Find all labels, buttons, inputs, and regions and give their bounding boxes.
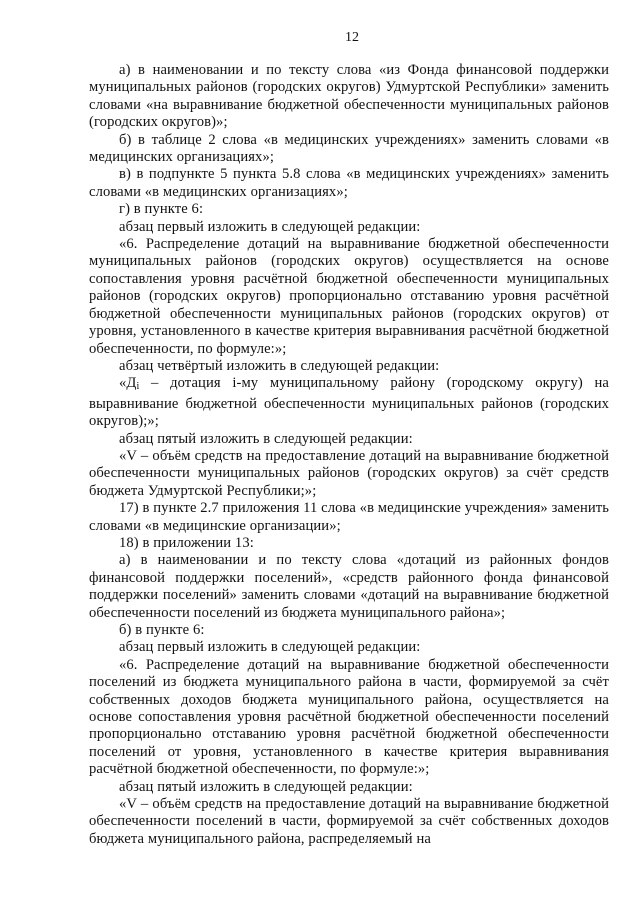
paragraph: 18) в приложении 13: — [119, 534, 254, 551]
paragraph: абзац первый изложить в следующей редакции: — [119, 218, 421, 235]
paragraph: «V – объём средств на предоставление дотаций на выравнивание бюджетной обеспеченности поселений в части, формируемой за счёт собственных доходов бюджета муниципального района, распределяемый на — [89, 796, 609, 847]
paragraph: абзац пятый изложить в следующей редакции: — [119, 778, 413, 795]
paragraph: «6. Распределение дотаций на выравнивание бюджетной обеспеченности поселений из бюджета муниципального района в части, формируемой за счёт собственных доходов бюджета муниципального района, осуществляется на основе сопоставления уровня расчётной бюджетной обеспеченности поселений пропорционально отставанию уровня расчётной бюджетной обеспеченности поселений от уровня, установленного в качестве критерия выравнивания расчётной бюджетной обеспеченности, по формуле:»; — [89, 656, 609, 778]
paragraph: 17) в пункте 2.7 приложения 11 слова «в медицинские учреждения» заменить словами «в медицинские организации»; — [89, 500, 609, 534]
formula-definition-text: – дотация i-му муниципальному району (городскому округу) на выравнивание бюджетной обеспеченности муниципальных районов (городских округов);»; — [89, 375, 609, 430]
paragraph: а) в наименовании и по тексту слова «из Фонда финансовой поддержки муниципальных районов (городских округов) Удмуртской Республики» заменить словами «на выравнивание бюджетной обеспеченности муниципальных районов (городских округов)»; — [89, 62, 609, 131]
page-number: 12 — [345, 30, 359, 45]
paragraph: г) в пункте 6: — [119, 201, 204, 218]
paragraph: «V – объём средств на предоставление дотаций на выравнивание бюджетной обеспеченности муниципальных районов (городских округов) за счёт средств бюджета Удмуртской Республики;»; — [89, 447, 609, 499]
paragraph: «6. Распределение дотаций на выравнивание бюджетной обеспеченности муниципальных районов (городских округов) осуществляется на основе сопоставления уровня расчётной бюджетной обеспеченности муниципальных районов (городских округов) пропорционально отставанию уровня расчётной бюджетной обеспеченности муниципальных районов (городских округов) от уровня, установленного в качестве критерия выравнивания расчётной бюджетной обеспеченности, по формуле:»; — [89, 236, 609, 357]
formula-subscript: i — [136, 381, 140, 393]
paragraph: б) в пункте 6: — [119, 622, 205, 638]
formula-definition-paragraph — [89, 375, 609, 430]
paragraph: абзац четвёртый изложить в следующей редакции: — [119, 357, 440, 374]
paragraph: б) в таблице 2 слова «в медицинских учреждениях» заменить словами «в медицинских организациях»; — [89, 131, 609, 166]
formula-symbol: «Д — [119, 375, 137, 392]
paragraph: а) в наименовании и по тексту слова «дотаций из районных фондов финансовой поддержки поселений», «средств районного фонда финансовой поддержки поселений» заменить словами «дотаций на выравнивание бюджетной обеспеченности поселений из бюджета муниципального района»; — [89, 552, 609, 621]
paragraph: абзац первый изложить в следующей редакции: — [119, 639, 421, 656]
paragraph: в) в подпункте 5 пункта 5.8 слова «в медицинских учреждениях» заменить словами «в медицинских организациях»; — [89, 166, 609, 200]
paragraph: абзац пятый изложить в следующей редакции: — [119, 430, 413, 447]
